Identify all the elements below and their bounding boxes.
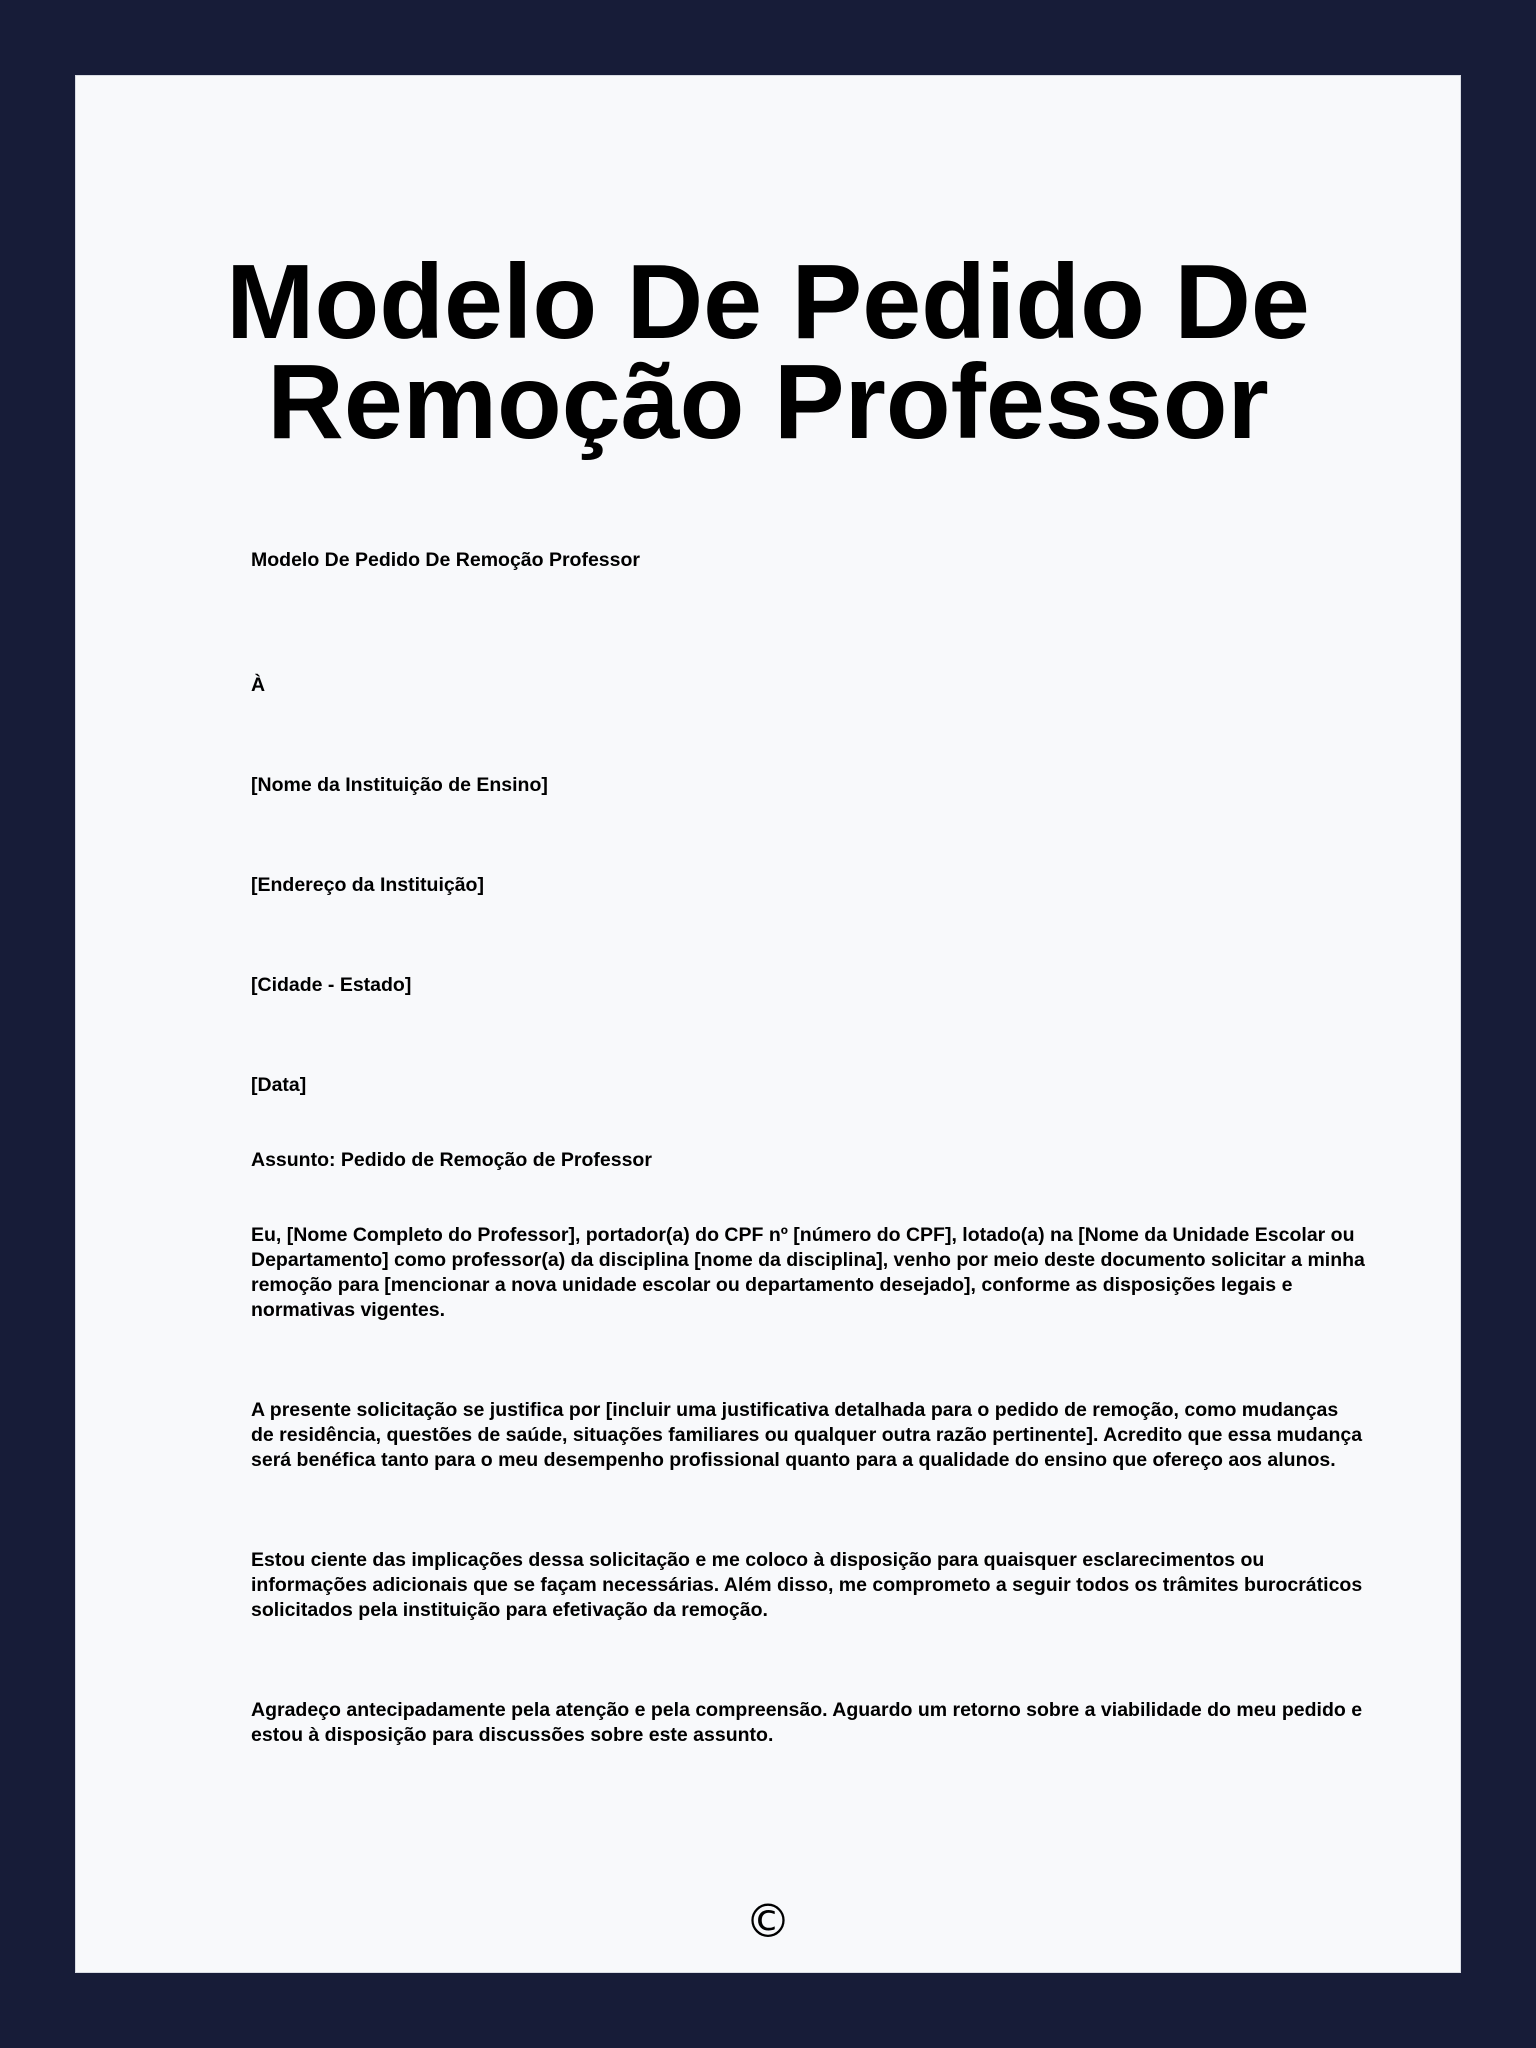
document-page (75, 75, 1461, 1973)
document-body (251, 548, 1366, 1748)
body-paragraph: Eu, [Nome Completo do Professor], portador(a) do CPF nº [número do CPF], lotado(a) na [Nome da Unidade Escolar ou Departamento] como professor(a) da disciplina [nome da disciplina], venho por meio deste documento solicitar a minha remoção para [mencionar a nova unidade escolar ou departamento desejado], conforme as disposições legais e normativas vigentes. (251, 1224, 1365, 1321)
body-paragraph: Estou ciente das implicações dessa solicitação e me coloco à disposição para quaisquer esclarecimentos ou informações adicionais que se façam necessárias. Além disso, me comprometo a seguir todos os trâmites burocráticos solicitados pela instituição para efetivação da remoção. (251, 1549, 1363, 1621)
document-title: Modelo De Pedido De Remoção Professor (226, 243, 1310, 461)
subject-line: Assunto: Pedido de Remoção de Professor (251, 1149, 652, 1171)
city-state: [Cidade - Estado] (251, 974, 412, 996)
header-line: Modelo De Pedido De Remoção Professor (251, 549, 641, 571)
body-paragraph: A presente solicitação se justifica por [incluir uma justificativa detalhada para o pedido de remoção, como mudanças de residência, questões de saúde, situações familiares ou qualquer outra razão pertinente]. Acredito que essa mudança será benéfica tanto para o meu desempenho profissional quanto para a qualidade do ensino que ofereço aos alunos. (251, 1399, 1363, 1471)
copyright-icon: © (745, 1894, 791, 1948)
institution-address: [Endereço da Instituição] (251, 874, 484, 896)
date-line: [Data] (251, 1074, 307, 1096)
institution-name: [Nome da Instituição de Ensino] (251, 774, 548, 796)
body-paragraph: Agradeço antecipadamente pela atenção e pela compreensão. Aguardo um retorno sobre a viabilidade do meu pedido e estou à disposição para discussões sobre este assunto. (251, 1699, 1363, 1746)
recipient-prefix: À (251, 674, 266, 696)
